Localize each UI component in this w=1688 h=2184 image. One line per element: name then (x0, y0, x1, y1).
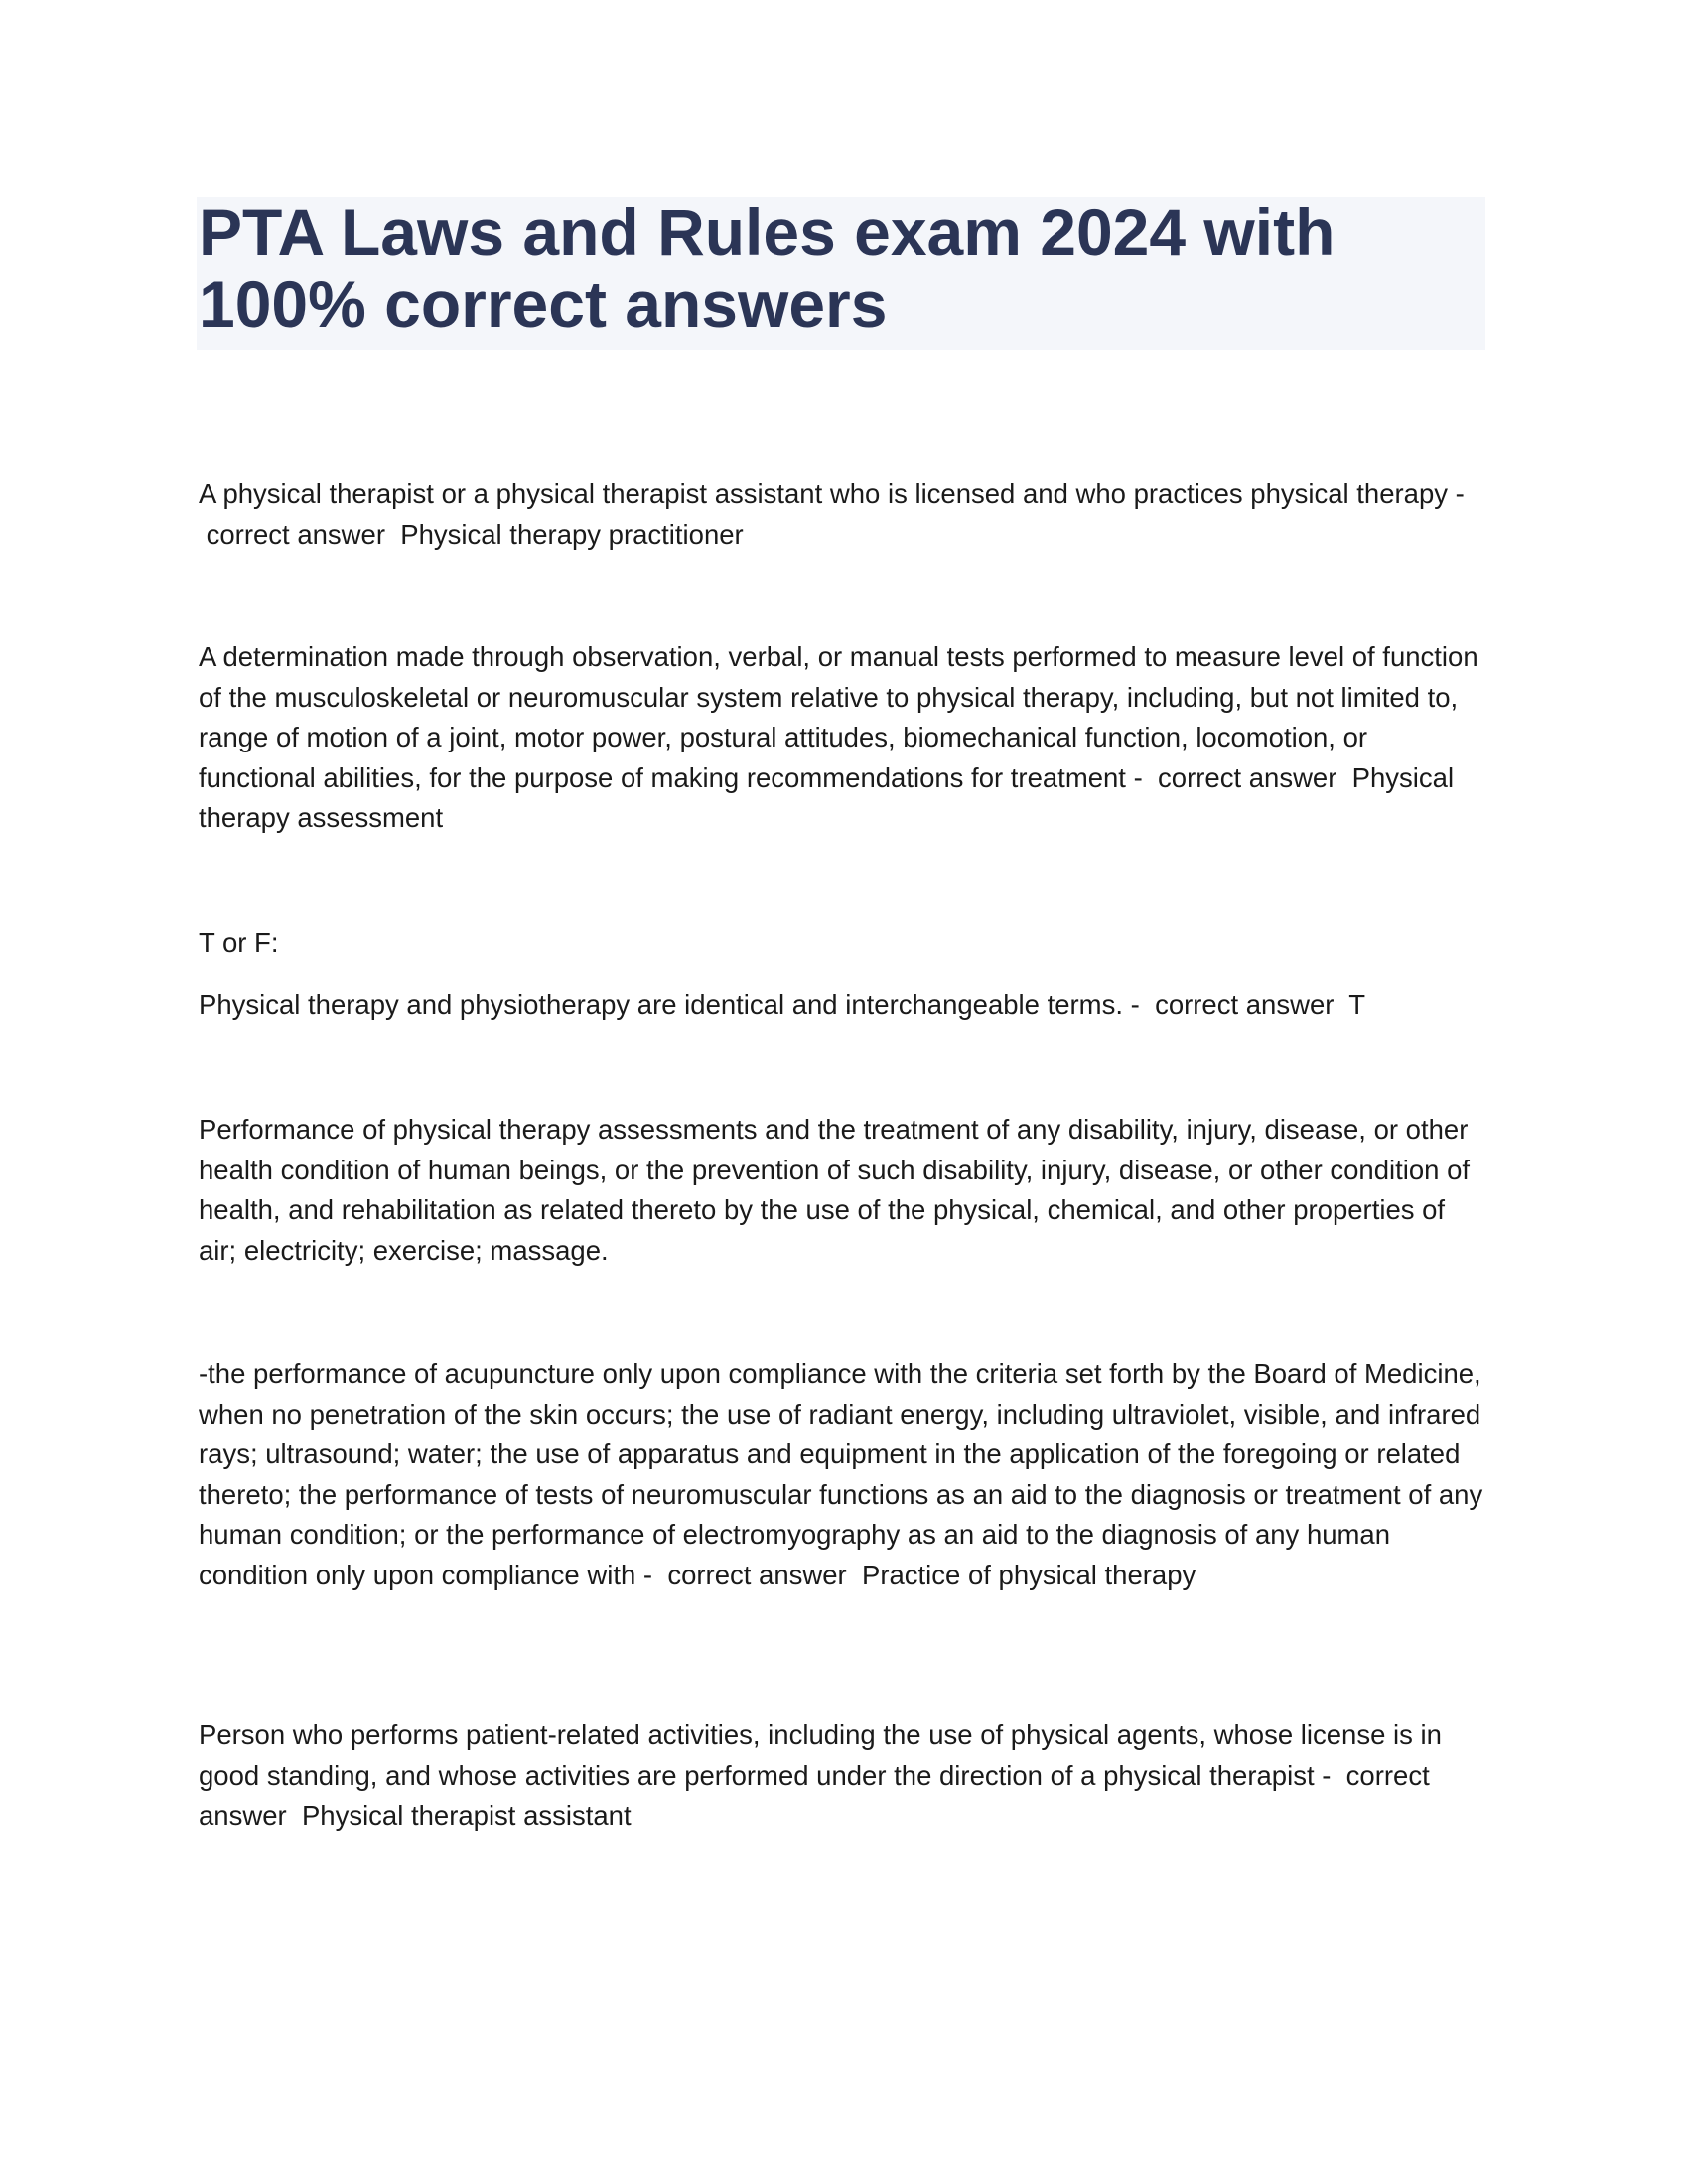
answer-label: correct answer (1158, 761, 1337, 793)
question-item-5 (199, 1715, 1489, 1837)
answer-text: Physical therapy practitioner (400, 518, 744, 550)
answer-label: correct answer (199, 1759, 1430, 1831)
answer-text: Physical therapy assessment (199, 761, 1455, 833)
question-item-1 (199, 475, 1489, 555)
answer-label: correct answer (1155, 989, 1335, 1020)
answer-label: correct answer (667, 1559, 847, 1590)
answer-label: correct answer (206, 518, 385, 550)
answer-text: T (1348, 989, 1366, 1020)
question-text: A physical therapist or a physical therapist assistant who is licensed and who practices physical therapy - (199, 478, 1465, 509)
title-banner (197, 197, 1485, 350)
question-item-4-part-1: Performance of physical therapy assessments and the treatment of any disability, injury, disease, or other health condition of human beings, or the prevention of such disability, injury, disease, or other condition of health, and rehabilitation as related thereto by the use of the physical, chemical, and other properties of air; electricity; exercise; massage. (199, 1114, 1471, 1266)
question-text: Physical therapy and physiotherapy are identical and interchangeable terms. - (199, 989, 1140, 1020)
question-item-3 (199, 985, 1489, 1025)
question-text: A determination made through observation, verbal, or manual tests performed to measure level of function of the musculoskeletal or neuromuscular system relative to physical therapy, including, but not limited to, range of motion of a joint, motor power, postural attitudes, biomechanical function, locomotion, or functional abilities, for the purpose of making recommendations for treatment - (199, 641, 1478, 793)
question-text: -the performance of acupuncture only upon compliance with the criteria set forth by the Board of Medicine, when no penetration of the skin occurs; the use of radiant energy, including ultraviolet, visible, and infrared rays; ultrasound; water; the use of apparatus and equipment in the application of the foregoing or related thereto; the performance of tests of neuromuscular functions as an aid to the diagnosis or treatment of any human condition; or the performance of electromyography as an aid to the diagnosis of any human condition only upon compliance with - (199, 1358, 1483, 1590)
question-item-4-part-2 (199, 1354, 1489, 1595)
question-item-2 (199, 637, 1489, 839)
answer-text: Physical therapist assistant (301, 1800, 632, 1831)
question-item-3-prefix: T or F: (199, 927, 279, 958)
answer-text: Practice of physical therapy (861, 1559, 1196, 1590)
page-title: PTA Laws and Rules exam 2024 with 100% correct answers (199, 196, 1336, 341)
question-text: Person who performs patient-related activities, including the use of physical agents, whose license is in good standing, and whose activities are performed under the direction of a physical therapist - (199, 1719, 1442, 1791)
